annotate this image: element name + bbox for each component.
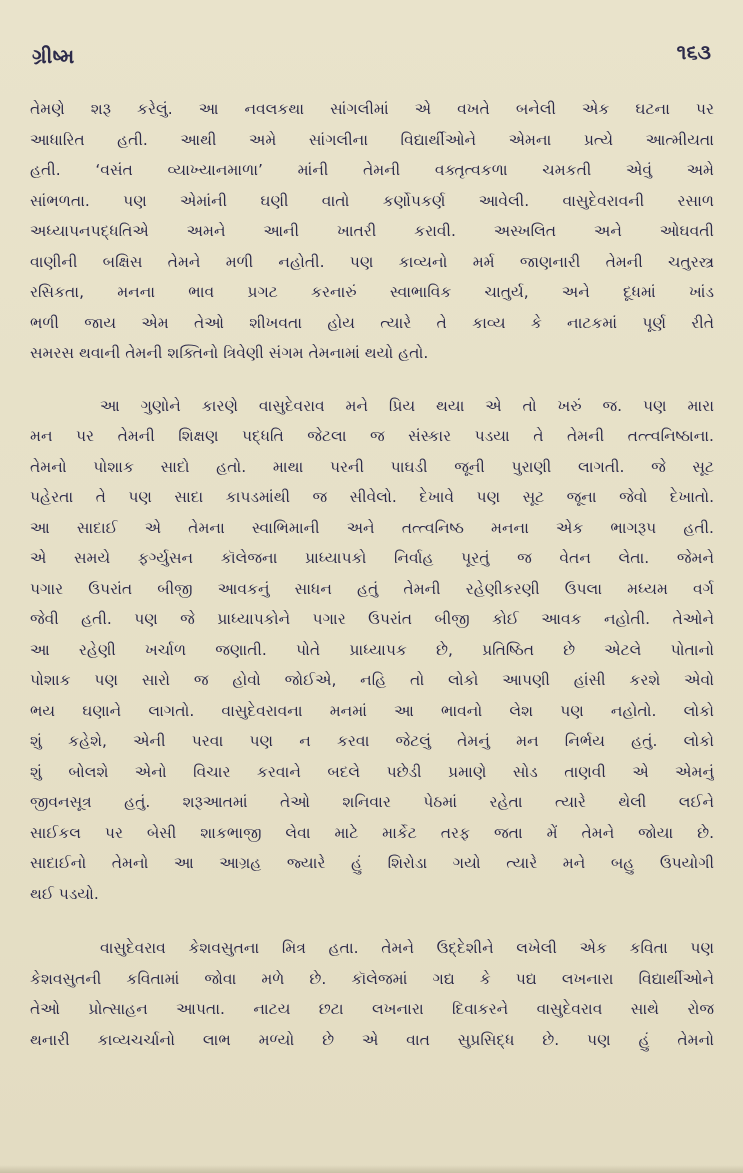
text-line: ભળી જાય એમ તેઓ શીખવતા હોય ત્યારે તે કાવ્ય કે નાટકમાં પૂર્ણ રીતે [30,313,714,332]
text-line: થઈ પડયો. [30,884,99,903]
paragraph-1 [30,94,714,369]
paragraph-3 [30,933,714,1055]
text-line: થનારી કાવ્યચર્ચાનો લાભ મળ્યો છે એ વાત સુપ્રસિદ્ધ છે. પણ હું તેમનો [30,1030,714,1049]
text-line: શું બોલશે એનો વિચાર કરવાને બદલે પછેડી પ્રમાણે સોડ તાણવી એ એમનું [30,762,714,781]
text-line: શું કહેશે, એની પરવા પણ ન કરવા જેટલું તેમનું મન નિર્ભય હતું. લોકો [30,732,714,750]
text-line: અધ્યાપનપદ્ધતિએ અમને આની ખાતરી કરાવી. અસ્ખલિત અને ઓઘવતી [30,222,714,240]
text-line: વાણીની બક્ષિસ તેમને મળી નહોતી. પણ કાવ્યનો મર્મ જાણનારી તેમની ચતુરસ્ત્ર [30,252,714,271]
body-text [30,94,714,1055]
text-line: સાંભળતા. પણ એમાંની ઘણી વાતો કર્ણોપકર્ણ આવેલી. વાસુદેવરાવની રસાળ [30,191,714,210]
text-line: હતી. ‘વસંત વ્યાખ્યાનમાળા’ માંની તેમની વક્તૃત્વકળા ચમકતી એવું અમે [30,161,714,179]
running-header-title: ગ્રીષ્મ [32,44,75,68]
text-line: આ સાદાઈ એ તેમના સ્વાભિમાની અને તત્ત્વનિષ્ઠ મનના એક ભાગરૂપ હતી. [30,518,714,537]
text-line: સાદાઈનો તેમનો આ આગ્રહ જ્યારે હું શિરોડા ગયો ત્યારે મને બહુ ઉપયોગી [30,854,714,872]
text-line: તેમનો પોશાક સાદો હતો. માથા પરની પાઘડી જૂની પુરાણી લાગતી. જે સૂટ [30,457,714,476]
text-line: એ સમયે ફર્ગ્યુસન કૉલેજના પ્રાધ્યાપકો નિર્વાહ પૂરતું જ વેતન લેતા. જેમને [30,549,714,567]
text-line: આ ગુણોને કારણે વાસુદેવરાવ મને પ્રિય થયા એ તો ખરું જ. પણ મારા [100,396,714,415]
text-line: પગાર ઉપરાંત બીજી આવકનું સાધન હતું તેમની રહેણીકરણી ઉપલા મધ્યમ વર્ગ [30,579,714,598]
text-line: પોશાક પણ સારો જ હોવો જોઈએ, નહિ તો લોકો આપણી હાંસી કરશે એવો [30,671,714,689]
page-number: ૧૬૩ [676,40,711,64]
text-line: રસિકતા, મનના ભાવ પ્રગટ કરનારું સ્વાભાવિક ચાતુર્ય, અને દૂધમાં ખાંડ [30,283,714,301]
text-line: પહેરતા તે પણ સાદા કાપડમાંથી જ સીવેલો. દેખાવે પણ સૂટ જૂના જેવો દેખાતો. [30,488,714,506]
text-line: મન પર તેમની શિક્ષણ પદ્ધતિ જેટલા જ સંસ્કાર પડયા તે તેમની તત્ત્વનિષ્ઠાના. [30,427,714,445]
text-line: કેશવસુતની કવિતામાં જોવા મળે છે. કૉલેજમાં ગદ્ય કે પદ્ય લખનારા વિદ્યાર્થીઓને [30,969,714,988]
text-line: તેઓ પ્રોત્સાહન આપતા. નાટય છટા લખનારા દિવાકરને વાસુદેવરાવ સાથે રોજ [30,1000,714,1018]
text-line: સાઈકલ પર બેસી શાકભાજી લેવા માટે માર્કેટ તરફ જતા મેં તેમને જોયા છે. [30,823,714,842]
text-line: તેમણે શરૂ કરેલું. આ નવલકથા સાંગલીમાં એ વખતે બનેલી એક ઘટના પર [30,100,714,118]
text-line: જેવી હતી. પણ જે પ્રાધ્યાપકોને પગાર ઉપરાંત બીજી કોઈ આવક નહોતી. તેઓને [30,610,714,628]
paragraph-2 [30,391,714,910]
text-line: આધારિત હતી. આથી અમે સાંગલીના વિદ્યાર્થીઓને એમના પ્રત્યે આત્મીયતા [30,130,714,149]
text-line: વાસુદેવરાવ કેશવસુતના મિત્ર હતા. તેમને ઉદ્દેશીને લખેલી એક કવિતા પણ [100,939,714,957]
text-line: આ રહેણી ખર્ચાળ જણાતી. પોતે પ્રાધ્યાપક છે, પ્રતિષ્ઠિત છે એટલે પોતાનો [30,640,714,659]
text-line: જીવનસૂત્ર હતું. શરૂઆતમાં તેઓ શનિવાર પેઠમાં રહેતા ત્યારે થેલી લઈને [30,793,714,811]
text-line: સમરસ થવાની તેમની શક્તિનો ત્રિવેણી સંગમ તેમનામાં થયો હતો. [30,344,429,362]
text-line: ભય ઘણાને લાગતો. વાસુદેવરાવના મનમાં આ ભાવનો લેશ પણ નહોતો. લોકો [30,701,714,720]
